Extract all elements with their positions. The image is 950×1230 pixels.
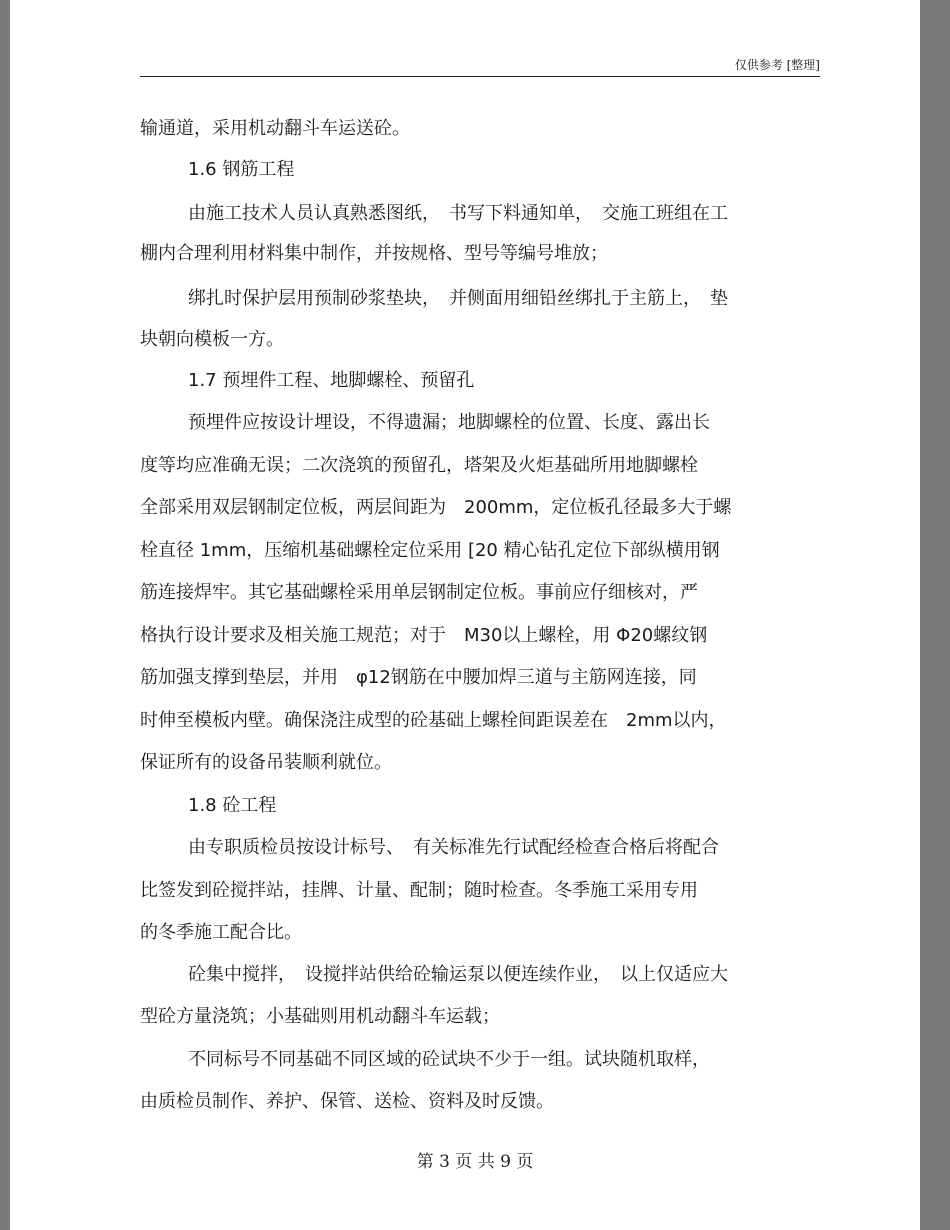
- text-line: 砼集中搅拌， 设搅拌站供给砼输运泵以便连续作业， 以上仅适应大: [188, 964, 728, 985]
- page-header: 仅供参考 [整理]: [734, 58, 820, 72]
- text-line: 筋连接焊牢。其它基础螺栓采用单层钢制定位板。事前应仔细核对，严: [140, 582, 698, 603]
- text-line: 的冬季施工配合比。: [140, 922, 302, 943]
- text-line: 型砼方量浇筑；小基础则用机动翻斗车运载；: [140, 1006, 500, 1027]
- section-heading: 1.7 预埋件工程、地脚螺栓、预留孔: [188, 370, 475, 391]
- text-line: 栓直径 1mm，压缩机基础螺栓定位采用 [20 精心钻孔定位下部纵横用钢: [140, 540, 720, 561]
- page-footer: 第 3 页 共 9 页: [416, 1152, 534, 1172]
- text-line: 筋加强支撑到垫层，并用 φ12钢筋在中腰加焊三道与主筋网连接，同: [140, 667, 697, 688]
- text-line: 输通道，采用机动翻斗车运送砼。: [140, 118, 410, 139]
- text-line: 保证所有的设备吊装顺利就位。: [140, 752, 392, 773]
- text-line: 不同标号不同基础不同区域的砼试块不少于一组。试块随机取样，: [188, 1049, 710, 1070]
- text-line: 预埋件应按设计埋设，不得遗漏；地脚螺栓的位置、长度、露出长: [188, 412, 710, 433]
- section-heading: 1.6 钢筋工程: [188, 159, 295, 180]
- text-line: 由施工技术人员认真熟悉图纸， 书写下料通知单， 交施工班组在工: [188, 203, 728, 224]
- section-heading: 1.8 砼工程: [188, 795, 277, 816]
- text-line: 比签发到砼搅拌站，挂牌、计量、配制；随时检查。冬季施工采用专用: [140, 880, 698, 901]
- text-line: 棚内合理利用材料集中制作，并按规格、型号等编号堆放；: [140, 243, 608, 264]
- document-page: [10, 0, 920, 1230]
- text-line: 时伸至模板内壁。确保浇注成型的砼基础上螺栓间距误差在 2mm以内，: [140, 710, 727, 731]
- text-line: 由质检员制作、养护、保管、送检、资料及时反馈。: [140, 1091, 554, 1112]
- text-line: 全部采用双层钢制定位板，两层间距为 200mm，定位板孔径最多大于螺: [140, 497, 732, 518]
- text-line: 块朝向模板一方。: [140, 329, 284, 350]
- text-line: 格执行设计要求及相关施工规范；对于 M30以上螺栓，用 Φ20螺纹钢: [140, 625, 708, 646]
- text-line: 绑扎时保护层用预制砂浆垫块， 并侧面用细铅丝绑扎于主筋上， 垫: [188, 288, 728, 309]
- header-rule: [140, 76, 820, 77]
- text-line: 由专职质检员按设计标号、 有关标准先行试配经检查合格后将配合: [188, 837, 719, 858]
- text-line: 度等均应准确无误；二次浇筑的预留孔，塔架及火炬基础所用地脚螺栓: [140, 455, 698, 476]
